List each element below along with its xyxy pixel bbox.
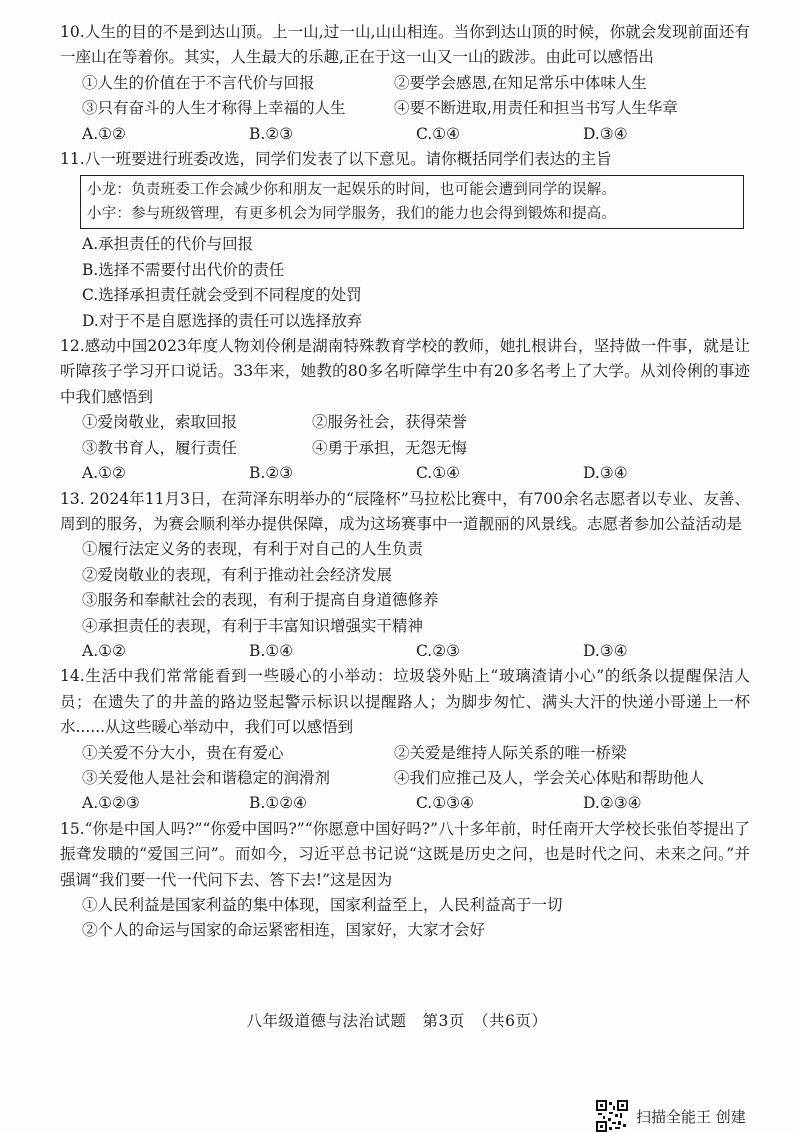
- question-11: [60, 147, 750, 334]
- choice-d: D.③④: [583, 641, 628, 660]
- choice-b: B.①④: [249, 641, 294, 660]
- question-stem: 13. 2024年11月3日，在菏泽东明举办的“辰隆杯”马拉松比赛中，有700余名志愿者以专业、友善、周到的服务，为赛会顺利举办提供保障，成为这场赛事中一道靓丽的风景线。志愿者参加公益活动是: [60, 489, 750, 533]
- choice-a: A.①②③: [82, 794, 140, 813]
- page-footer: 八年级道德与法治试题 第3页 （共6页）: [246, 1012, 548, 1030]
- question-stem: 10.人生的目的不是到达山顶。上一山,过一山,山山相连。当你到达山顶的时候，你就会发现前面还有一座山在等着你。其实，人生最大的乐趣,正在于这一山又一山的跋涉。由此可以感悟出: [60, 23, 750, 67]
- scanner-watermark: [596, 1100, 746, 1132]
- choice-b: B.选择不需要付出代价的责任: [82, 260, 285, 279]
- option-1: ①关爱不分大小，贵在有爱心: [82, 743, 284, 762]
- question-stem: 12.感动中国2023年度人物刘伶俐是湖南特殊教育学校的教师，她扎根讲台，坚持做一件事，就是让听障孩子学习开口说话。33年来，她教的80多名听障学生中有20多名考上了大学。从刘伶俐的事迹中我们感悟到: [60, 337, 750, 406]
- choice-a: A.①②: [82, 641, 126, 660]
- option-3: ③关爱他人是社会和谐稳定的润滑剂: [82, 768, 331, 787]
- answer-choices: [60, 461, 750, 486]
- choice-c: C.②③: [416, 641, 461, 660]
- option-2: ②个人的命运与国家的命运紧密相连，国家好，大家才会好: [82, 921, 486, 940]
- choice-b: B.②③: [249, 124, 294, 143]
- question-13: [60, 487, 750, 665]
- choice-a: A.①②: [82, 124, 126, 143]
- option-2: ②要学会感恩,在知足常乐中体味人生: [394, 73, 647, 92]
- choice-d: D.③④: [583, 124, 628, 143]
- quote-line: 小宇：参与班级管理，有更多机会为同学服务，我们的能力也会得到锻炼和提高。: [87, 206, 617, 223]
- exam-page: [60, 20, 750, 944]
- option-4: ④要不断进取,用责任和担当书写人生华章: [394, 99, 678, 118]
- question-stem: 15.“你是中国人吗?”“你爱中国吗?”“你愿意中国好吗?”八十多年前，时任南开大学校长张伯苓提出了振聋发聩的“爱国三问”。而如今，习近平总书记说“这既是历史之问，也是时代之问、未来之问。”并强调“我们要一代一代问下去、答下去!”这是因为: [60, 819, 750, 889]
- question-14: [60, 664, 750, 816]
- choice-c: C.①③④: [416, 794, 474, 813]
- option-3: ③教书育人，履行责任: [82, 438, 238, 457]
- answer-choices: [60, 639, 750, 664]
- option-1: ①爱岗敬业，索取回报: [82, 413, 238, 432]
- choice-b: B.①②④: [249, 794, 308, 813]
- answer-choices: [60, 122, 750, 147]
- choice-d: D.对于不是自愿选择的责任可以选择放弃: [82, 311, 363, 330]
- option-2: ②服务社会，获得荣誉: [312, 413, 468, 432]
- choice-a: A.①②: [82, 464, 126, 483]
- question-stem: 11.八一班要进行班委改选，同学们发表了以下意见。请你概括同学们表达的主旨: [60, 150, 612, 169]
- question-10: [60, 20, 750, 147]
- question-stem: 14.生活中我们常常能看到一些暖心的小举动：垃圾袋外贴上“玻璃渣请小心”的纸条以提醒保洁人员；在遗失了的井盖的路边竖起警示标识以提醒路人；为脚步匆忙、满头大汗的快递小哥递上一杯水......从这些暖心举动中，我们可以感悟到: [60, 667, 750, 737]
- quote-box: [80, 175, 744, 229]
- option-2: ②关爱是维持人际关系的唯一桥梁: [394, 743, 627, 762]
- option-1: ①人生的价值在于不言代价与回报: [82, 73, 315, 92]
- option-4: ④我们应推己及人，学会关心体贴和帮助他人: [394, 768, 705, 787]
- option-1: ①履行法定义务的表现，有利于对自己的人生负责: [82, 540, 424, 559]
- choice-c: C.①④: [416, 464, 461, 483]
- quote-line: 小龙：负责班委工作会减少你和朋友一起娱乐的时间，也可能会遭到同学的误解。: [87, 182, 617, 199]
- choice-a: A.承担责任的代价与回报: [82, 235, 254, 254]
- choice-c: C.①④: [416, 124, 461, 143]
- question-12: [60, 334, 750, 486]
- question-15: [60, 817, 750, 944]
- choice-c: C.选择承担责任就会受到不同程度的处罚: [82, 286, 362, 305]
- choice-d: D.③④: [583, 464, 628, 483]
- choice-d: D.②③④: [583, 794, 642, 813]
- option-4: ④承担责任的表现，有利于丰富知识增强实干精神: [82, 616, 424, 635]
- option-4: ④勇于承担，无怨无悔: [312, 438, 468, 457]
- option-3: ③服务和奉献社会的表现，有利于提高自身道德修养: [82, 591, 439, 610]
- option-2: ②爱岗敬业的表现，有利于推动社会经济发展: [82, 565, 393, 584]
- option-3: ③只有奋斗的人生才称得上幸福的人生: [82, 99, 346, 118]
- qr-code-icon: [596, 1100, 628, 1132]
- choice-b: B.②③: [249, 464, 294, 483]
- watermark-text: 扫描全能王 创建: [636, 1107, 746, 1126]
- answer-choices: [60, 791, 750, 816]
- option-1: ①人民利益是国家利益的集中体现，国家利益至上，人民利益高于一切: [82, 896, 563, 914]
